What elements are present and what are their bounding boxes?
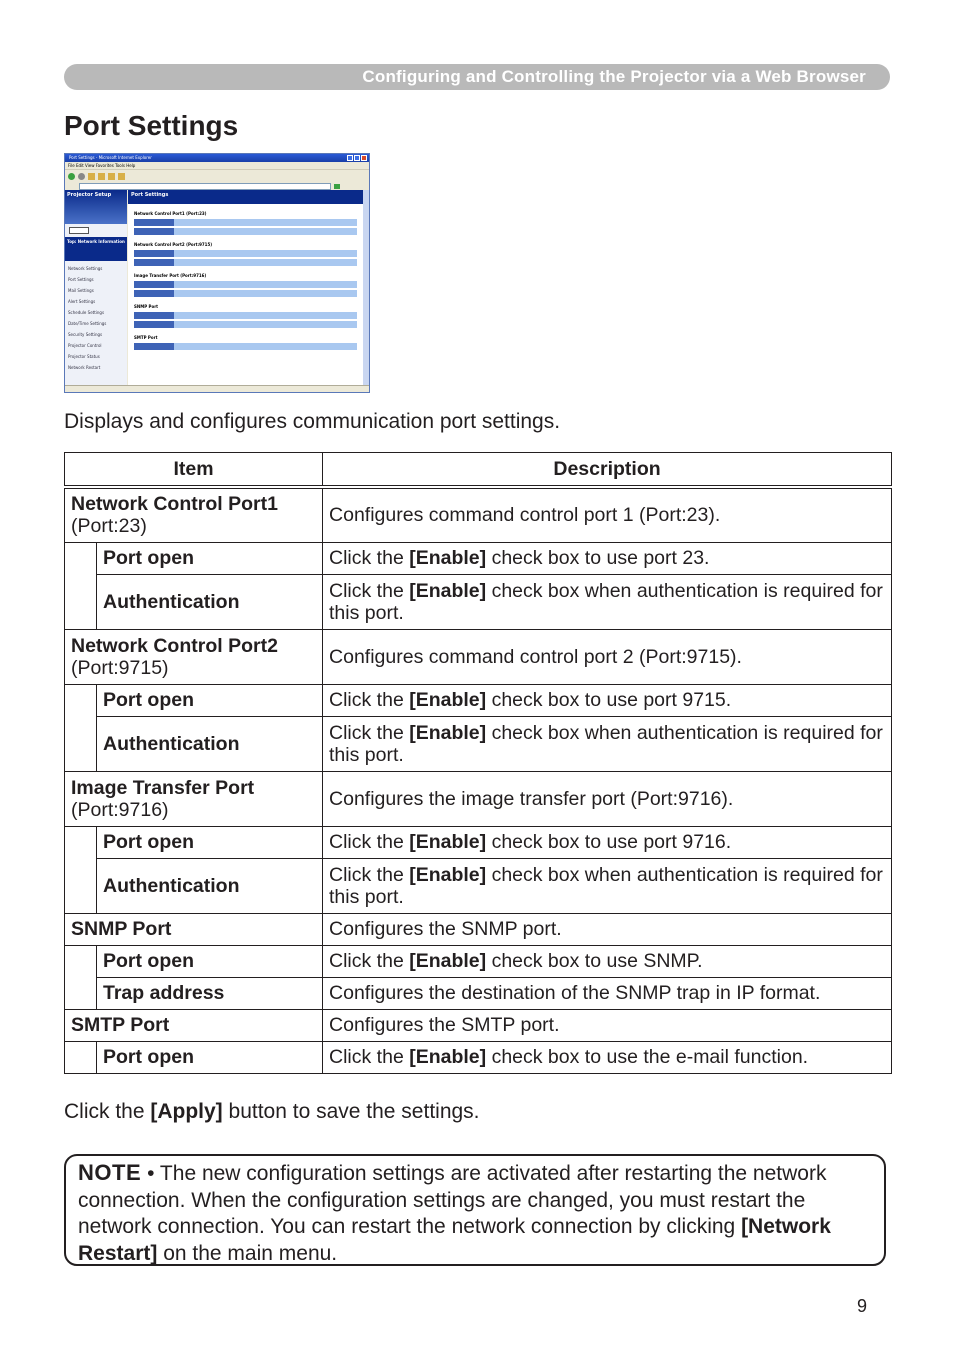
group-name: SMTP Port [71, 1014, 170, 1036]
minimize-icon [347, 155, 353, 161]
search-icon [108, 173, 115, 180]
screenshot-scrollbar [363, 190, 369, 386]
group-description: Configures the image transfer port (Port:9716). [323, 771, 892, 826]
table-header-row [65, 453, 892, 488]
sub-item-cell: Port open [97, 945, 323, 977]
group-port: (Port:9715) [71, 656, 169, 679]
enable-reference: [Enable] [409, 689, 487, 711]
indent-cell [65, 684, 97, 771]
back-icon [68, 173, 75, 180]
sidebar-menu-item: Security Settings [68, 332, 103, 337]
group-description: Configures the SMTP port. [323, 1009, 892, 1041]
group-port: (Port:23) [71, 515, 147, 538]
indent-cell [65, 945, 97, 1009]
sidebar-menu-item: Alert Settings [68, 299, 96, 304]
sub-description-cell: Click the [Enable] check box when authentication is required for this port. [323, 858, 892, 913]
enable-reference: [Enable] [409, 547, 487, 569]
group-description: Configures the SNMP port. [323, 913, 892, 945]
screenshot-main [128, 190, 363, 386]
table-row [65, 629, 892, 684]
thumb-row [134, 312, 357, 319]
screenshot-sidebar [65, 190, 127, 386]
indent-cell [65, 542, 97, 629]
address-field [79, 183, 331, 190]
sub-description-cell: Click the [Enable] check box to use port 9716. [323, 826, 892, 858]
thumb-row [134, 259, 357, 266]
page-title: Port Settings [64, 110, 239, 141]
table-row [65, 1009, 892, 1041]
sidebar-menu-item: Projector Status [68, 354, 100, 359]
indent-cell [65, 1041, 97, 1073]
enable-reference: [Enable] [409, 1046, 487, 1068]
network-restart-reference: [Network Restart] [78, 1215, 831, 1265]
group-name: Image Transfer Port [71, 776, 255, 799]
sidebar-menu-item: Date/Time Settings [68, 321, 107, 326]
note-text-2: on the main menu. [157, 1241, 338, 1265]
sub-item-cell: Trap address [97, 977, 323, 1009]
sub-item-cell: Port open [97, 542, 323, 574]
port-settings-screenshot [64, 153, 370, 393]
sidebar-menu-item: Network Settings [68, 266, 103, 271]
home-icon [98, 173, 105, 180]
table-row [65, 1041, 892, 1073]
address-bar [65, 182, 369, 190]
sub-description-cell: Click the [Enable] check box to use SNMP. [323, 945, 892, 977]
group-description: Configures command control port 1 (Port:23). [323, 487, 892, 542]
apply-suffix: button to save the settings. [222, 1100, 480, 1123]
apply-prefix: Click the [64, 1100, 151, 1123]
table-row [65, 913, 892, 945]
group-name: Network Control Port1 [71, 493, 278, 516]
thumb-row [134, 219, 357, 226]
group-description: Configures command control port 2 (Port:9715). [323, 629, 892, 684]
enable-reference: [Enable] [409, 863, 487, 886]
screenshot-banner: Port Settings [128, 190, 363, 204]
sidebar-menu-item: Projector Control [68, 343, 102, 348]
intro-text: Displays and configures communication port settings. [64, 410, 561, 433]
sub-item-cell: Port open [97, 684, 323, 716]
group-item-cell [65, 487, 323, 542]
go-icon [334, 184, 340, 189]
enable-reference: [Enable] [409, 579, 487, 602]
table-row [65, 716, 892, 771]
running-header-title: Configuring and Controlling the Projector via a Web Browser [362, 67, 866, 86]
sub-item-cell: Authentication [97, 716, 323, 771]
group-port: (Port:9716) [71, 798, 169, 821]
projector-setup-logo: Projector Setup [65, 190, 127, 224]
group-item-cell [65, 913, 323, 945]
sub-description-cell: Click the [Enable] check box to use port 9715. [323, 684, 892, 716]
table-row [65, 684, 892, 716]
note-text-1: • The new configuration settings are activated after restarting the network connection. When the configuration settings are changed, you must restart the network connection. You can restart the network connection by clicking [78, 1162, 827, 1238]
thumb-row [134, 228, 357, 235]
group-name: Network Control Port2 [71, 634, 278, 657]
browser-title-bar [65, 154, 369, 162]
maximize-icon [354, 155, 360, 161]
thumb-section-port1: Network Control Port1 (Port:23) [134, 211, 207, 216]
sidebar-menu-item: Port Settings [68, 277, 94, 282]
note-box [64, 1154, 886, 1266]
group-name: SNMP Port [71, 918, 172, 940]
indent-cell [65, 826, 97, 913]
group-item-cell [65, 1009, 323, 1041]
thumb-row [134, 281, 357, 288]
thumb-row [134, 250, 357, 257]
table-row [65, 858, 892, 913]
thumb-row [134, 321, 357, 328]
thumb-section-image: Image Transfer Port (Port:9716) [134, 273, 207, 278]
browser-window-title: Port Settings - Microsoft Internet Explorer [69, 155, 152, 160]
enable-reference: [Enable] [409, 950, 487, 972]
header-item: Item [65, 453, 323, 488]
table-row [65, 771, 892, 826]
note-tag: NOTE [78, 1160, 142, 1185]
apply-button-reference: [Apply] [150, 1100, 223, 1123]
enable-reference: [Enable] [409, 831, 487, 853]
forward-icon [78, 173, 85, 180]
group-item-cell [65, 771, 323, 826]
browser-toolbar [65, 169, 369, 182]
table-row [65, 826, 892, 858]
top-network-information: Top: Network Information [65, 237, 127, 261]
sub-item-cell: Authentication [97, 858, 323, 913]
screenshot-status-bar [65, 385, 369, 392]
port-settings-table [64, 452, 892, 1074]
sidebar-menu-item: Schedule Settings [68, 310, 105, 315]
sub-description-cell: Click the [Enable] check box to use port 23. [323, 542, 892, 574]
apply-instruction [64, 1100, 480, 1124]
enable-reference: [Enable] [409, 721, 487, 744]
sub-description-cell: Click the [Enable] check box to use the e-mail function. [323, 1041, 892, 1073]
running-header [64, 64, 890, 90]
page-number: 9 [857, 1296, 868, 1316]
close-icon [361, 155, 367, 161]
sub-item-cell: Authentication [97, 574, 323, 629]
table-row [65, 574, 892, 629]
sidebar-menu-item: Mail Settings [68, 288, 94, 293]
table-row [65, 542, 892, 574]
sub-item-cell: Port open [97, 826, 323, 858]
thumb-section-snmp: SNMP Port [134, 304, 159, 309]
sub-item-cell: Port open [97, 1041, 323, 1073]
table-row [65, 945, 892, 977]
sidebar-menu-item: Network Restart [68, 365, 101, 370]
sub-description-cell: Configures the destination of the SNMP trap in IP format. [323, 977, 892, 1009]
thumb-section-smtp: SMTP Port [134, 335, 158, 340]
table-row [65, 487, 892, 542]
thumb-section-port2: Network Control Port2 (Port:9715) [134, 242, 213, 247]
thumb-row [134, 343, 357, 350]
header-description: Description [323, 453, 892, 488]
thumb-row [134, 290, 357, 297]
table-row [65, 977, 892, 1009]
logoff-button [69, 227, 89, 234]
favorites-icon [118, 173, 125, 180]
sub-description-cell: Click the [Enable] check box when authentication is required for this port. [323, 716, 892, 771]
browser-menu-bar: File Edit View Favorites Tools Help [65, 162, 369, 169]
sidebar-menu [65, 263, 127, 373]
sub-description-cell: Click the [Enable] check box when authentication is required for this port. [323, 574, 892, 629]
refresh-icon [88, 173, 95, 180]
group-item-cell [65, 629, 323, 684]
